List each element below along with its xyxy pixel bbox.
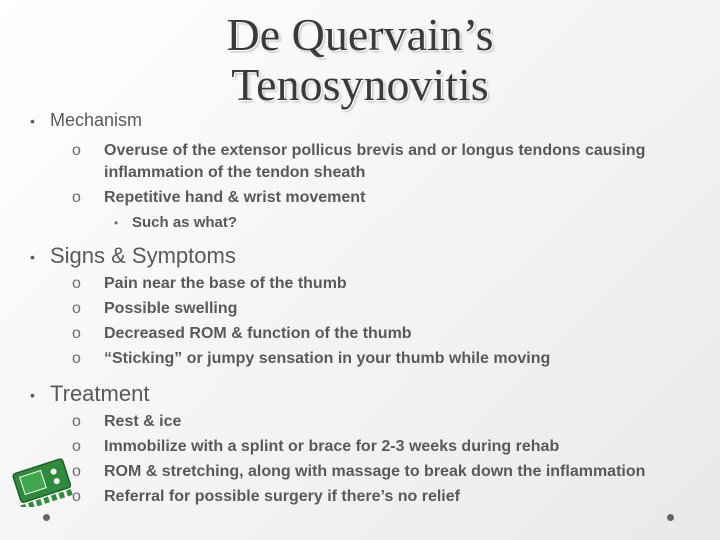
slide-title bbox=[150, 10, 570, 110]
list-item: o Repetitive hand & wrist movement bbox=[72, 187, 672, 209]
heading-text: Signs & Symptoms bbox=[50, 243, 236, 268]
heading-text: Mechanism bbox=[50, 110, 143, 130]
section-treatment-heading bbox=[30, 381, 149, 407]
list-item: o Possible swelling bbox=[72, 298, 672, 320]
list-item: o Decreased ROM & function of the thumb bbox=[72, 323, 672, 345]
sub-bullet-icon: o bbox=[72, 325, 81, 342]
sub-bullet-icon: o bbox=[72, 350, 81, 367]
chip-logo-icon bbox=[8, 455, 80, 507]
small-bullet-icon: • bbox=[114, 216, 119, 230]
bullet-icon: • bbox=[30, 113, 35, 130]
title-line-2: Tenosynovitis bbox=[231, 59, 489, 110]
list-subitem: • Such as what? bbox=[72, 212, 672, 234]
bullet-icon: • bbox=[30, 387, 35, 404]
sub-bullet-icon: o bbox=[72, 438, 81, 455]
sub-bullet-icon: o bbox=[72, 488, 81, 505]
sub-bullet-icon: o bbox=[72, 413, 81, 430]
section-mechanism-heading bbox=[30, 110, 142, 131]
treatment-list bbox=[72, 411, 672, 511]
list-item: o Referral for possible surgery if there’s no relief bbox=[72, 486, 672, 508]
sub-bullet-icon: o bbox=[72, 142, 81, 159]
heading-text: Treatment bbox=[50, 381, 150, 406]
list-item: o Overuse of the extensor pollicus brevis and or longus tendons causing inflammation of the tendon sheath bbox=[72, 142, 646, 181]
list-item: o Rest & ice bbox=[72, 411, 672, 433]
bullet-icon: • bbox=[30, 249, 35, 266]
list-item: o “Sticking” or jumpy sensation in your thumb while moving bbox=[72, 348, 672, 370]
section-signs-heading bbox=[30, 243, 236, 269]
mechanism-list bbox=[72, 140, 672, 237]
title-line-1: De Quervain’s bbox=[226, 9, 494, 60]
list-item: o ROM & stretching, along with massage to break down the inflammation bbox=[72, 461, 672, 483]
sub-bullet-icon: o bbox=[72, 189, 81, 206]
sub-bullet-icon: o bbox=[72, 300, 81, 317]
sub-bullet-icon: o bbox=[72, 463, 81, 480]
list-item: o Pain near the base of the thumb bbox=[72, 273, 672, 295]
decorative-dot bbox=[43, 514, 50, 521]
decorative-dot bbox=[667, 514, 674, 521]
sub-bullet-icon: o bbox=[72, 275, 81, 292]
list-item: o Immobilize with a splint or brace for 2-3 weeks during rehab bbox=[72, 436, 672, 458]
signs-list bbox=[72, 273, 672, 373]
